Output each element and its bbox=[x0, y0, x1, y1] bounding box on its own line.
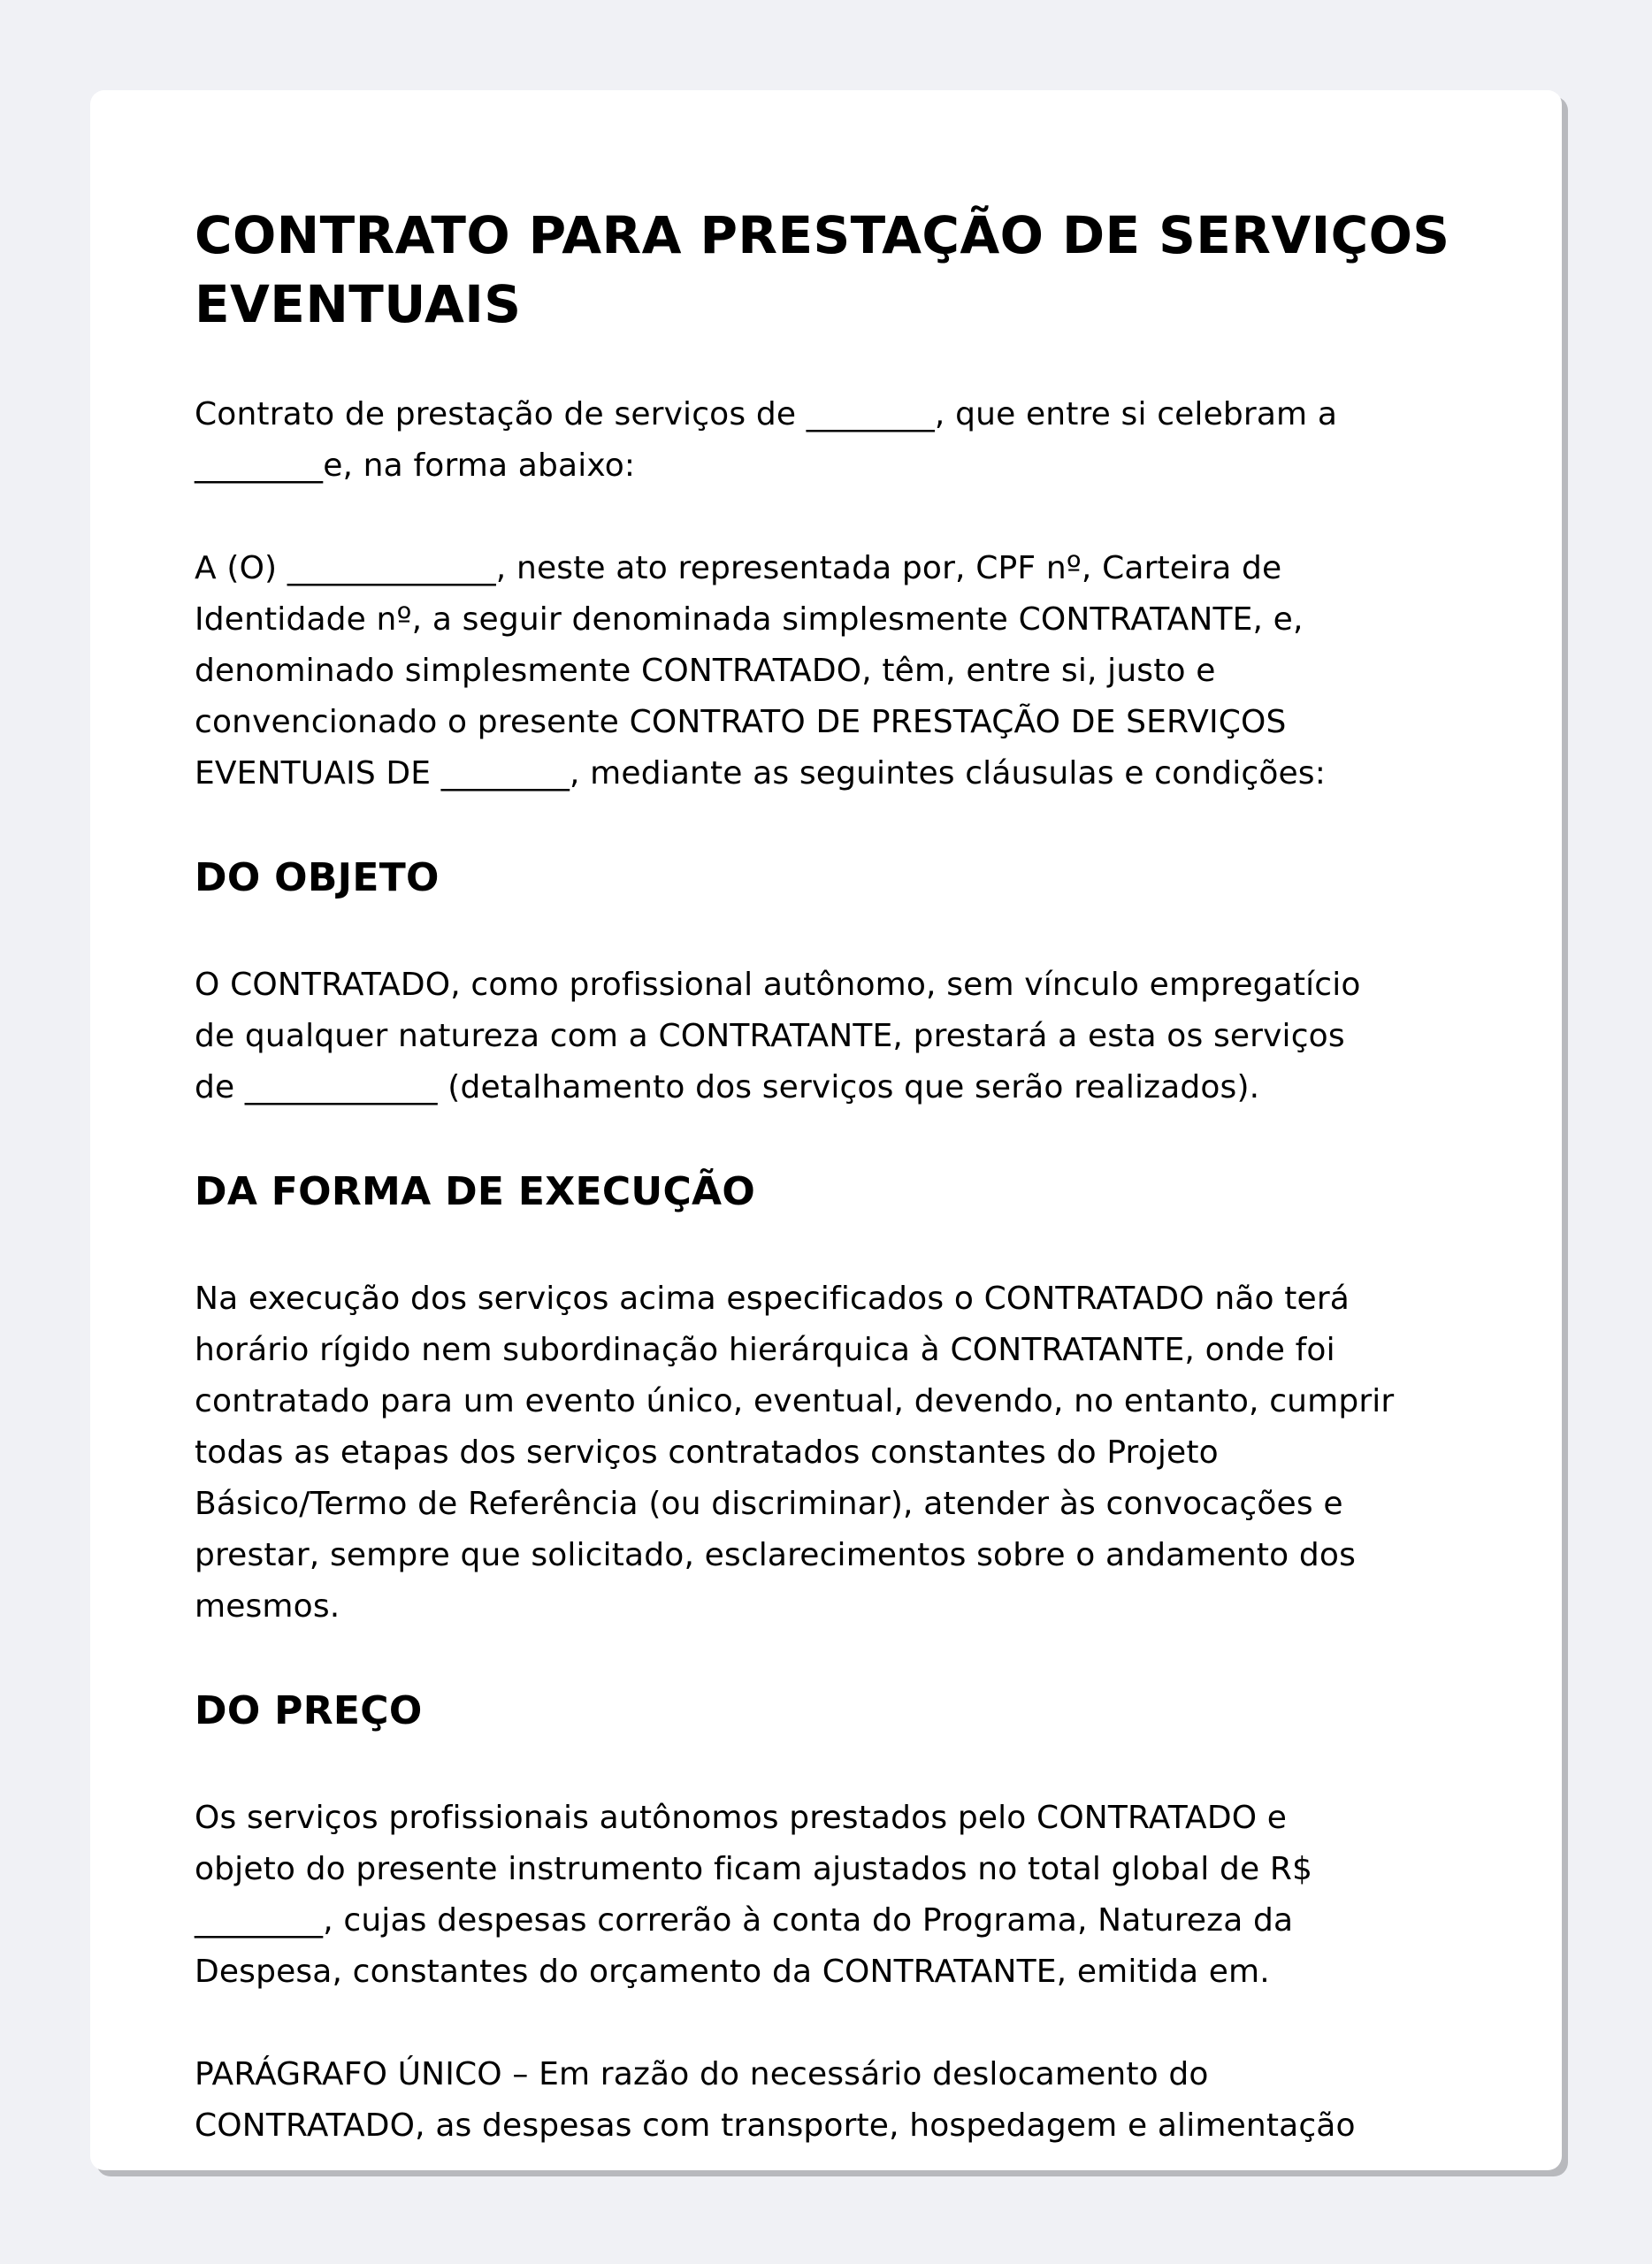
section-heading-preco: DO PREÇO bbox=[195, 1688, 423, 1733]
section-heading-execucao: DA FORMA DE EXECUÇÃO bbox=[195, 1169, 756, 1214]
document-title bbox=[195, 201, 1486, 339]
text-line: mesmos. bbox=[195, 1588, 340, 1625]
intro-paragraph bbox=[195, 389, 1486, 492]
text-line: objeto do presente instrumento ficam ajustados no total global de R$ bbox=[195, 1851, 1313, 1887]
text-line: A (O) _____________, neste ato representada por, CPF nº, Carteira de bbox=[195, 550, 1282, 586]
text-line: CONTRATADO, as despesas com transporte, hospedagem e alimentação bbox=[195, 2107, 1356, 2144]
title-line: EVENTUAIS bbox=[195, 274, 522, 334]
title-line: CONTRATO PARA PRESTAÇÃO DE SERVIÇOS bbox=[195, 205, 1450, 265]
text-line: Os serviços profissionais autônomos prestados pelo CONTRATADO e bbox=[195, 1800, 1288, 1836]
text-line: Contrato de prestação de serviços de ________, que entre si celebram a bbox=[195, 396, 1338, 432]
text-line: denominado simplesmente CONTRATADO, têm, entre si, justo e bbox=[195, 653, 1216, 689]
text-line: de qualquer natureza com a CONTRATANTE, prestará a esta os serviços bbox=[195, 1018, 1345, 1054]
paragrafo-unico bbox=[195, 2049, 1486, 2152]
text-line: de ____________ (detalhamento dos serviços que serão realizados). bbox=[195, 1069, 1260, 1105]
text-line: ________e, na forma abaixo: bbox=[195, 447, 636, 484]
text-line: prestar, sempre que solicitado, esclarecimentos sobre o andamento dos bbox=[195, 1537, 1357, 1573]
text-line: convencionado o presente CONTRATO DE PRESTAÇÃO DE SERVIÇOS bbox=[195, 704, 1287, 740]
text-line: Despesa, constantes do orçamento da CONTRATANTE, emitida em. bbox=[195, 1954, 1270, 1990]
text-line: EVENTUAIS DE ________, mediante as seguintes cláusulas e condições: bbox=[195, 755, 1326, 792]
text-line: horário rígido nem subordinação hierárquica à CONTRATANTE, onde foi bbox=[195, 1332, 1335, 1368]
document-content bbox=[195, 201, 1486, 2170]
text-line: ________, cujas despesas correrão à conta do Programa, Natureza da bbox=[195, 1902, 1294, 1939]
text-line: PARÁGRAFO ÚNICO – Em razão do necessário deslocamento do bbox=[195, 2056, 1209, 2092]
execucao-paragraph bbox=[195, 1274, 1486, 1633]
text-line: todas as etapas dos serviços contratados constantes do Projeto bbox=[195, 1434, 1219, 1471]
section-heading-objeto: DO OBJETO bbox=[195, 855, 440, 900]
text-line: contratado para um evento único, eventual, devendo, no entanto, cumprir bbox=[195, 1383, 1395, 1419]
preco-paragraph bbox=[195, 1793, 1486, 1998]
text-line: Na execução dos serviços acima especificados o CONTRATADO não terá bbox=[195, 1281, 1350, 1317]
text-line: Básico/Termo de Referência (ou discriminar), atender às convocações e bbox=[195, 1486, 1343, 1522]
text-line: Identidade nº, a seguir denominada simplesmente CONTRATANTE, e, bbox=[195, 601, 1304, 638]
text-line: O CONTRATADO, como profissional autônomo, sem vínculo empregatício bbox=[195, 967, 1361, 1003]
objeto-paragraph bbox=[195, 960, 1486, 1113]
parties-paragraph bbox=[195, 543, 1486, 799]
document-card bbox=[90, 90, 1562, 2170]
